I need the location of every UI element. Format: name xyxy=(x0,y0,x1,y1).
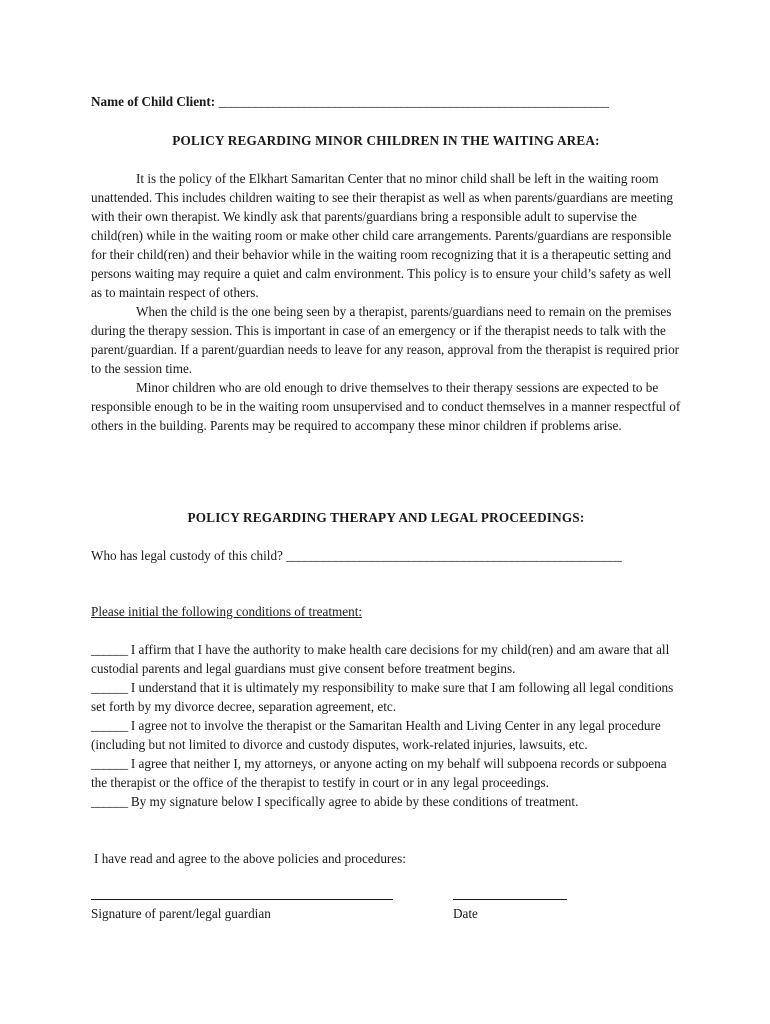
condition-text: I understand that it is ultimately my responsibility to make sure that I am following all legal conditions set forth by my divorce decree, separation agreement, etc. xyxy=(91,680,674,714)
custody-field xyxy=(91,546,621,565)
child-name-blank[interactable]: ________________________________________________________________ xyxy=(218,94,609,109)
condition-item xyxy=(91,678,683,716)
policy-paragraph: Minor children who are old enough to drive themselves to their therapy sessions are expected to be responsible enough to be in the waiting room unsupervised and to conduct themselves in a manner respectful of others in the building. Parents may be required to accompany these minor children if problems arise. xyxy=(91,380,681,433)
signature-label: Signature of parent/legal guardian xyxy=(91,906,271,921)
child-name-label: Name of Child Client: xyxy=(91,94,216,109)
condition-text: By my signature below I specifically agree to abide by these conditions of treatment. xyxy=(127,794,579,809)
condition-item xyxy=(91,640,683,678)
section-title-legal-proceedings: POLICY REGARDING THERAPY AND LEGAL PROCEEDINGS: xyxy=(187,510,585,525)
initial-conditions-heading: Please initial the following conditions of treatment: xyxy=(91,604,363,619)
waiting-area-policy-text xyxy=(91,169,683,435)
initial-blank[interactable]: ______ xyxy=(91,718,128,733)
initial-blank[interactable]: ______ xyxy=(91,756,128,771)
policy-paragraph: It is the policy of the Elkhart Samaritan Center that no minor child shall be left in the waiting room unattended. This includes children waiting to see their therapist as well as when parents/guardians are meeting with their own therapist. We kindly ask that parents/guardians bring a responsible adult to supervise the child(ren) while in the waiting room or make other child care arrangements. Parents/guardians are responsible for their child(ren) and their behavior while in the waiting room recognizing that it is a therapeutic setting and persons waiting may require a quiet and calm environment. This policy is to ensure your child’s safety as well as to maintain respect of others. xyxy=(91,171,674,300)
policy-paragraph: When the child is the one being seen by a therapist, parents/guardians need to remain on the premises during the therapy session. This is important in case of an emergency or if the therapist needs to talk with the parent/guardian. If a parent/guardian needs to leave for any reason, approval from the therapist is required prior to the session time. xyxy=(91,304,680,376)
initial-blank[interactable]: ______ xyxy=(91,642,128,657)
condition-item xyxy=(91,792,683,811)
signature-line[interactable] xyxy=(91,899,393,900)
condition-text: I affirm that I have the authority to make health care decisions for my child(ren) and am aware that all custodial parents and legal guardians must give consent before treatment begins. xyxy=(91,642,670,676)
condition-text: I agree not to involve the therapist or the Samaritan Health and Living Center in any legal procedure (including but not limited to divorce and custody disputes, work-related injuries, lawsuits, etc. xyxy=(91,718,661,752)
condition-text: I agree that neither I, my attorneys, or anyone acting on my behalf will subpoena records or subpoena the therapist or the office of the therapist to testify in court or in any legal proceedings. xyxy=(91,756,667,790)
conditions-list xyxy=(91,640,683,811)
agree-statement: I have read and agree to the above policies and procedures: xyxy=(94,851,406,866)
date-line[interactable] xyxy=(453,899,567,900)
section-title-waiting-area: POLICY REGARDING MINOR CHILDREN IN THE WAITING AREA: xyxy=(172,133,600,148)
custody-label: Who has legal custody of this child? xyxy=(91,548,283,563)
initial-blank[interactable]: ______ xyxy=(91,680,128,695)
initial-blank[interactable]: ______ xyxy=(91,794,128,809)
custody-blank[interactable]: _______________________________________________________ xyxy=(286,548,622,563)
date-label: Date xyxy=(453,906,478,921)
condition-item xyxy=(91,754,683,792)
child-name-field xyxy=(91,92,608,111)
condition-item xyxy=(91,716,683,754)
